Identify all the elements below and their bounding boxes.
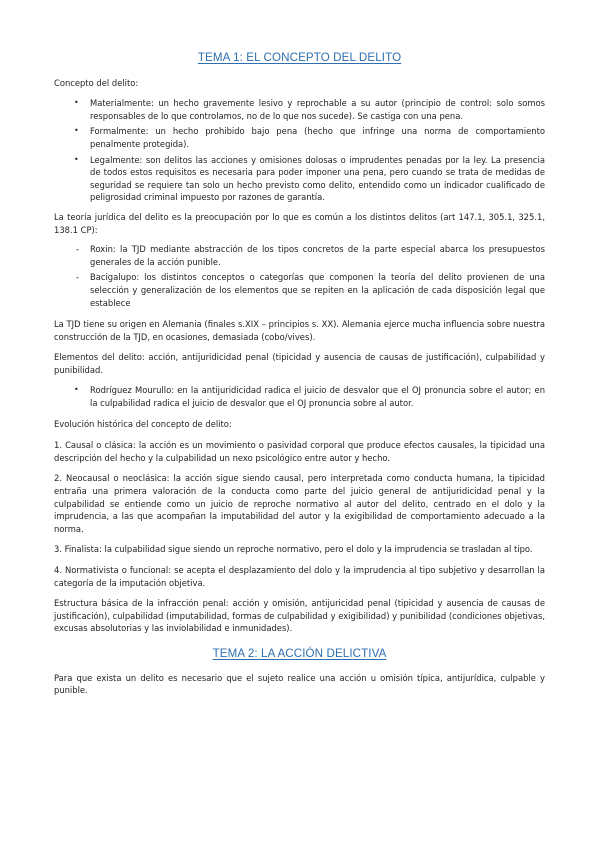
list-item bbox=[54, 243, 545, 268]
teoria-item-bacigalupo: Bacigalupo: los distintos conceptos o categorías que componen la teoría del delito provienen de una selección y generalización de los elementos que se repiten en la aplicación de cada disposición legal que establece bbox=[90, 272, 545, 308]
concepto-item-legal: Legalmente: son delitos las acciones y omisiones dolosas o imprudentes penadas por la ley. La presencia de todos estos requisitos es necesaria para poder imponer una pena, pero cuando se trata de medidas de seguridad se requiere tan solo un hecho previsto como delito, entendido como un indicador cualificado de peligrosidad criminal impuesto por razones de garantía. bbox=[90, 154, 545, 203]
dash-icon: - bbox=[76, 272, 80, 283]
concepto-list bbox=[54, 97, 545, 204]
teoria-item-roxin: Roxin: la TJD mediante abstracción de los tipos concretos de la parte especial abarca los presupuestos generales de la acción punible. bbox=[90, 244, 545, 267]
list-item bbox=[54, 97, 545, 122]
teoria-paragraph: La teoría jurídica del delito es la preocupación por lo que es común a los distintos delitos (art 147.1, 305.1, 325.1, 138.1 CP): bbox=[54, 211, 545, 235]
evolucion-step-causal: 1. Causal o clásica: la acción es un movimiento o pasividad corporal que produce efectos causales, la tipicidad una descripción del hecho y la culpabilidad un nexo psicológico entre autor y hecho. bbox=[54, 440, 545, 463]
tema1-title: TEMA 1: EL CONCEPTO DEL DELITO bbox=[197, 51, 402, 64]
tjd-paragraph: La TJD tiene su origen en Alemania (finales s.XIX – principios s. XX). Alemania ejerce mucha influencia sobre nuestra construcción de la TJD, en ocasiones, demasiada (cobo/vives). bbox=[54, 319, 545, 342]
elementos-list bbox=[54, 384, 545, 409]
evolucion-step-finalista: 3. Finalista: la culpabilidad sigue siendo un reproche normativo, pero el dolo y la imprudencia se trasladan al tipo. bbox=[54, 544, 533, 555]
bullet-icon: • bbox=[74, 126, 79, 136]
evolucion-label: Evolución histórica del concepto de delito: bbox=[54, 418, 232, 429]
concepto-item-formal: Formalmente: un hecho prohibido bajo pena (hecho que infringe una norma de comportamiento penalmente protegida). bbox=[90, 126, 545, 149]
list-item bbox=[54, 125, 545, 150]
elementos-item-mourullo: Rodríguez Mourullo: en la antijuridicidad radica el juicio de desvalor que el OJ pronuncia sobre el autor; en la culpabilidad radica el juicio de desvalor que el OJ pronuncia sobre al autor. bbox=[90, 385, 545, 409]
teoria-list bbox=[54, 243, 545, 309]
bullet-icon: • bbox=[74, 98, 79, 108]
concepto-label: Concepto del delito: bbox=[54, 77, 139, 88]
bullet-icon: • bbox=[74, 385, 79, 395]
list-item bbox=[54, 154, 545, 204]
evolucion-step-normativista: 4. Normativista o funcional: se acepta el desplazamiento del dolo y la imprudencia al tipo subjetivo y desarrollan la categoría de la imputación objetiva. bbox=[54, 565, 545, 588]
list-item bbox=[54, 384, 545, 409]
elementos-paragraph: Elementos del delito: acción, antijuridicidad penal (tipicidad y ausencia de causas de justificación), culpabilidad y punibilidad. bbox=[54, 352, 545, 375]
dash-icon: - bbox=[76, 244, 80, 255]
evolucion-step-neocausal: 2. Neocausal o neoclásica: la acción sigue siendo causal, pero interpretada como conducta humana, la tipicidad entraña una primera valoración de la conducta como parte del juicio general de antijuridicidad penal y la culpabilidad se entiende como un juicio de reproche normativo al autor del delito, centrado en el dolo y la imprudencia, a las que acompañan la imputabilidad del autor y la exigibilidad de comportamiento adecuado a la norma. bbox=[54, 473, 545, 534]
tema2-title: TEMA 2: LA ACCIÓN DELICTIVA bbox=[212, 646, 387, 660]
estructura-paragraph: Estructura básica de la infracción penal: acción y omisión, antijuricidad penal (tipicidad y ausencia de causas de justificación), culpabilidad (imputabilidad, formas de culpabilidad y exigibilidad) y punibilidad (condiciones objetivas, excusas absolutorias y las inviolabilidad e inmunidades). bbox=[54, 598, 545, 634]
concepto-item-material: Materialmente: un hecho gravemente lesivo y reprochable a su autor (principio de control: solo somos responsables de lo que controlamos, no de lo que nos sucede). Se castiga con una pena. bbox=[90, 98, 545, 121]
list-item bbox=[54, 271, 545, 309]
tema2-intro-paragraph: Para que exista un delito es necesario que el sujeto realice una acción u omisión típica, antijurídica, culpable y punible. bbox=[54, 672, 545, 696]
bullet-icon: • bbox=[74, 154, 79, 164]
